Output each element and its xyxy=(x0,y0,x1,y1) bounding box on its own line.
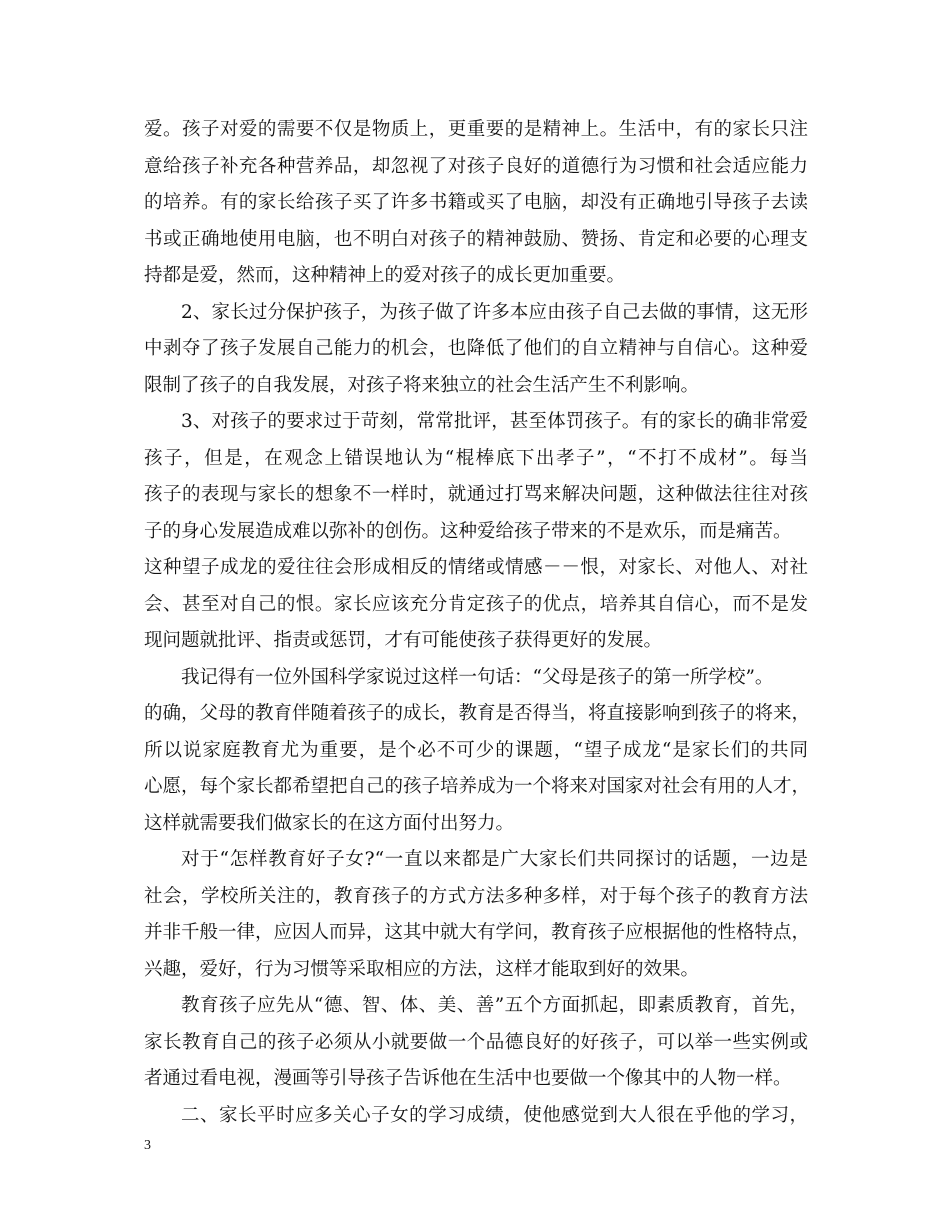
text-line: 会、甚至对自己的恨。家长应该充分肯定孩子的优点，培养其自信心，而不是发 xyxy=(144,593,808,615)
text-line: 这种望子成龙的爱往往会形成相反的情绪或情感－－恨，对家长、对他人、对社 xyxy=(144,557,808,578)
text-line: 者通过看电视，漫画等引导孩子告诉他在生活中也要做一个像其中的人物一样。 xyxy=(144,1068,792,1089)
text-line: 社会，学校所关注的，教育孩子的方式方法多种多样，对于每个孩子的教育方法 xyxy=(144,885,808,907)
text-line: 意给孩子补充各种营养品，却忽视了对孩子良好的道德行为习惯和社会适应能力 xyxy=(144,155,808,177)
text-line: 书或正确地使用电脑，也不明白对孩子的精神鼓励、赞扬、肯定和必要的心理支 xyxy=(144,228,808,250)
text-line: 3、对孩子的要求过于苛刻，常常批评，甚至体罚孩子。有的家长的确非常爱 xyxy=(181,411,808,432)
text-line: 所以说家庭教育尤为重要，是个必不可少的课题，“望子成龙“是家长们的共同 xyxy=(144,739,808,761)
text-line: 现问题就批评、指责或惩罚，才有可能使孩子获得更好的发展。 xyxy=(144,630,663,651)
text-line: 孩子，但是，在观念上错误地认为“棍棒底下出孝子”，“不打不成材”。每当 xyxy=(144,447,808,469)
text-line: 并非千般一律，应因人而异，这其中就大有学问，教育孩子应根据他的性格特点， xyxy=(144,922,811,943)
document-body xyxy=(144,112,811,1134)
text-line: 2、家长过分保护孩子，为孩子做了许多本应由孩子自己去做的事情，这无形 xyxy=(181,301,808,323)
text-line: 的确，父母的教育伴随着孩子的成长，教育是否得当，将直接影响到孩子的将来， xyxy=(144,703,811,724)
text-line: 二、家长平时应多关心子女的学习成绩，使他感觉到大人很在乎他的学习， xyxy=(181,1104,808,1126)
text-line: 限制了孩子的自我发展，对孩子将来独立的社会生活产生不利影响。 xyxy=(144,374,700,396)
text-line: 教育孩子应先从“德、智、体、美、善”五个方面抓起，即素质教育，首先， xyxy=(181,995,808,1016)
text-line: 家长教育自己的孩子必须从小就要做一个品德良好的好孩子，可以举一些实例或 xyxy=(144,1031,808,1053)
text-line: 中剥夺了孩子发展自己能力的机会，也降低了他们的自立精神与自信心。这种爱 xyxy=(144,338,808,359)
text-line: 孩子的表现与家长的想象不一样时，就通过打骂来解决问题，这种做法往往对孩 xyxy=(144,484,808,505)
text-line: 我记得有一位外国科学家说过这样一句话：“父母是孩子的第一所学校”。 xyxy=(181,666,774,688)
text-line: 心愿，每个家长都希望把自己的孩子培养成为一个将来对国家对社会有用的人才， xyxy=(144,776,811,797)
text-line: 子的身心发展造成难以弥补的创伤。这种爱给孩子带来的不是欢乐，而是痛苦。 xyxy=(144,520,792,542)
text-line: 持都是爱，然而，这种精神上的爱对孩子的成长更加重要。 xyxy=(144,265,626,286)
text-line: 对于“怎样教育好子女?“一直以来都是广大家长们共同探讨的话题，一边是 xyxy=(181,849,808,870)
text-line: 兴趣，爱好，行为习惯等采取相应的方法，这样才能取到好的效果。 xyxy=(144,958,700,980)
text-line: 的培养。有的家长给孩子买了许多书籍或买了电脑，却没有正确地引导孩子去读 xyxy=(144,192,808,213)
text-line: 这样就需要我们做家长的在这方面付出努力。 xyxy=(144,812,515,834)
text-line: 爱。孩子对爱的需要不仅是物质上，更重要的是精神上。生活中，有的家长只注 xyxy=(144,119,808,140)
page-number: 3 xyxy=(144,1138,151,1153)
